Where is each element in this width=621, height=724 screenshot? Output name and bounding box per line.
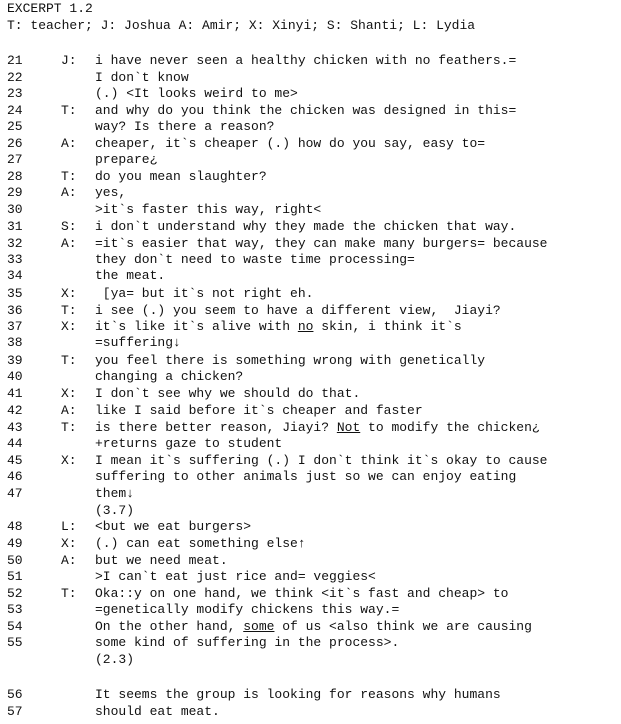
emphasis-underline: no: [297, 319, 314, 334]
utterance-text: but we need meat.: [95, 553, 228, 568]
utterance-text: [ya= but it`s not right eh.: [95, 286, 314, 301]
utterance-text: way? Is there a reason?: [95, 119, 275, 134]
line-number: 54: [7, 619, 23, 634]
line-number: 23: [7, 86, 23, 101]
emphasis-underline: some: [243, 619, 275, 634]
speaker-label: T:: [61, 353, 77, 368]
utterance-text: >I can`t eat just rice and= veggies<: [95, 569, 376, 584]
line-number: 24: [7, 103, 23, 118]
utterance-text: some kind of suffering in the process>.: [95, 635, 400, 650]
speaker-label: A:: [61, 403, 77, 418]
emphasis-underline: Not: [336, 420, 361, 435]
utterance-text: them↓: [95, 486, 135, 501]
utterance-text: (.) can eat something else↑: [95, 536, 306, 551]
utterance-text: (.) <It looks weird to me>: [95, 86, 298, 101]
line-number: 41: [7, 386, 23, 401]
speaker-legend-text: T: teacher; J: Joshua A: Amir; X: Xinyi; S: Shanti; L: Lydia: [7, 18, 476, 33]
utterance-text: I mean it`s suffering (.) I don`t think it`s okay to cause: [95, 453, 548, 468]
speaker-label: A:: [61, 136, 77, 151]
line-number: 37: [7, 319, 23, 334]
speaker-label: T:: [61, 303, 77, 318]
speaker-label: T:: [61, 169, 77, 184]
speaker-label: A:: [61, 553, 77, 568]
utterance-text: i have never seen a healthy chicken with no feathers.=: [95, 53, 517, 68]
utterance-text: I don`t know: [95, 70, 189, 85]
line-number: 28: [7, 169, 23, 184]
utterance-text: like I said before it`s cheaper and faster: [95, 403, 423, 418]
speaker-label: S:: [61, 219, 77, 234]
utterance-text: yes,: [95, 185, 127, 200]
line-number: 27: [7, 152, 23, 167]
utterance-text: >it`s faster this way, right<: [95, 202, 322, 217]
line-number: 44: [7, 436, 23, 451]
utterance-text: Oka::y on one hand, we think <it`s fast and cheap> to: [95, 586, 509, 601]
line-number: 53: [7, 602, 23, 617]
utterance-text: (3.7): [95, 503, 135, 518]
speaker-label: T:: [61, 420, 77, 435]
line-number: 57: [7, 704, 23, 719]
line-number: 39: [7, 353, 23, 368]
line-number: 46: [7, 469, 23, 484]
speaker-label: A:: [61, 236, 77, 251]
utterance-text: should eat meat.: [95, 704, 220, 719]
utterance-text: prepare¿: [95, 152, 158, 167]
utterance-text: you feel there is something wrong with genetically: [95, 353, 486, 368]
speaker-label: X:: [61, 536, 77, 551]
speaker-label: T:: [61, 103, 77, 118]
line-number: 34: [7, 268, 23, 283]
utterance-text: cheaper, it`s cheaper (.) how do you say, easy to=: [95, 136, 486, 151]
line-number: 51: [7, 569, 23, 584]
line-number: 52: [7, 586, 23, 601]
line-number: 48: [7, 519, 23, 534]
speaker-label: X:: [61, 286, 77, 301]
line-number: 26: [7, 136, 23, 151]
line-number: 35: [7, 286, 23, 301]
speaker-label: X:: [61, 453, 77, 468]
utterance-text: do you mean slaughter?: [95, 169, 267, 184]
line-number: 21: [7, 53, 23, 68]
utterance-text: On the other hand, some of us <also think we are causing: [95, 619, 532, 634]
utterance-text: is there better reason, Jiayi? Not to modify the chicken¿: [95, 420, 540, 435]
speaker-label: X:: [61, 319, 77, 334]
line-number: 33: [7, 252, 23, 267]
utterance-text: =it`s easier that way, they can make many burgers= because: [95, 236, 548, 251]
line-number: 49: [7, 536, 23, 551]
line-number: 31: [7, 219, 23, 234]
utterance-text: changing a chicken?: [95, 369, 244, 384]
utterance-text: they don`t need to waste time processing=: [95, 252, 415, 267]
line-number: 43: [7, 420, 23, 435]
utterance-text: I don`t see why we should do that.: [95, 386, 361, 401]
utterance-text: i don`t understand why they made the chicken that way.: [95, 219, 517, 234]
line-number: 30: [7, 202, 23, 217]
line-number: 56: [7, 687, 23, 702]
utterance-text: the meat.: [95, 268, 166, 283]
line-number: 22: [7, 70, 23, 85]
utterance-text: i see (.) you seem to have a different view, Jiayi?: [95, 303, 501, 318]
utterance-text: <but we eat burgers>: [95, 519, 252, 534]
speaker-label: A:: [61, 185, 77, 200]
line-number: 38: [7, 335, 23, 350]
speaker-label: J:: [61, 53, 77, 68]
excerpt-title: [0, 1, 93, 17]
utterance-text: =suffering↓: [95, 335, 181, 350]
utterance-text: and why do you think the chicken was designed in this=: [95, 103, 517, 118]
line-number: 45: [7, 453, 23, 468]
utterance-text: It seems the group is looking for reasons why humans: [95, 687, 501, 702]
utterance-text: =genetically modify chickens this way.=: [95, 602, 400, 617]
speaker-label: X:: [61, 386, 77, 401]
line-number: 25: [7, 119, 23, 134]
line-number: 29: [7, 185, 23, 200]
speaker-legend: [0, 18, 476, 34]
line-number: 32: [7, 236, 23, 251]
utterance-text: suffering to other animals just so we can enjoy eating: [95, 469, 517, 484]
line-number: 55: [7, 635, 23, 650]
utterance-text: it`s like it`s alive with no skin, i think it`s: [95, 319, 462, 334]
line-number: 47: [7, 486, 23, 501]
line-number: 36: [7, 303, 23, 318]
speaker-label: L:: [61, 519, 77, 534]
line-number: 50: [7, 553, 23, 568]
excerpt-title-text: EXCERPT 1.2: [7, 1, 93, 16]
line-number: 42: [7, 403, 23, 418]
speaker-label: T:: [61, 586, 77, 601]
utterance-text: (2.3): [95, 652, 135, 667]
line-number: 40: [7, 369, 23, 384]
utterance-text: +returns gaze to student: [95, 436, 283, 451]
